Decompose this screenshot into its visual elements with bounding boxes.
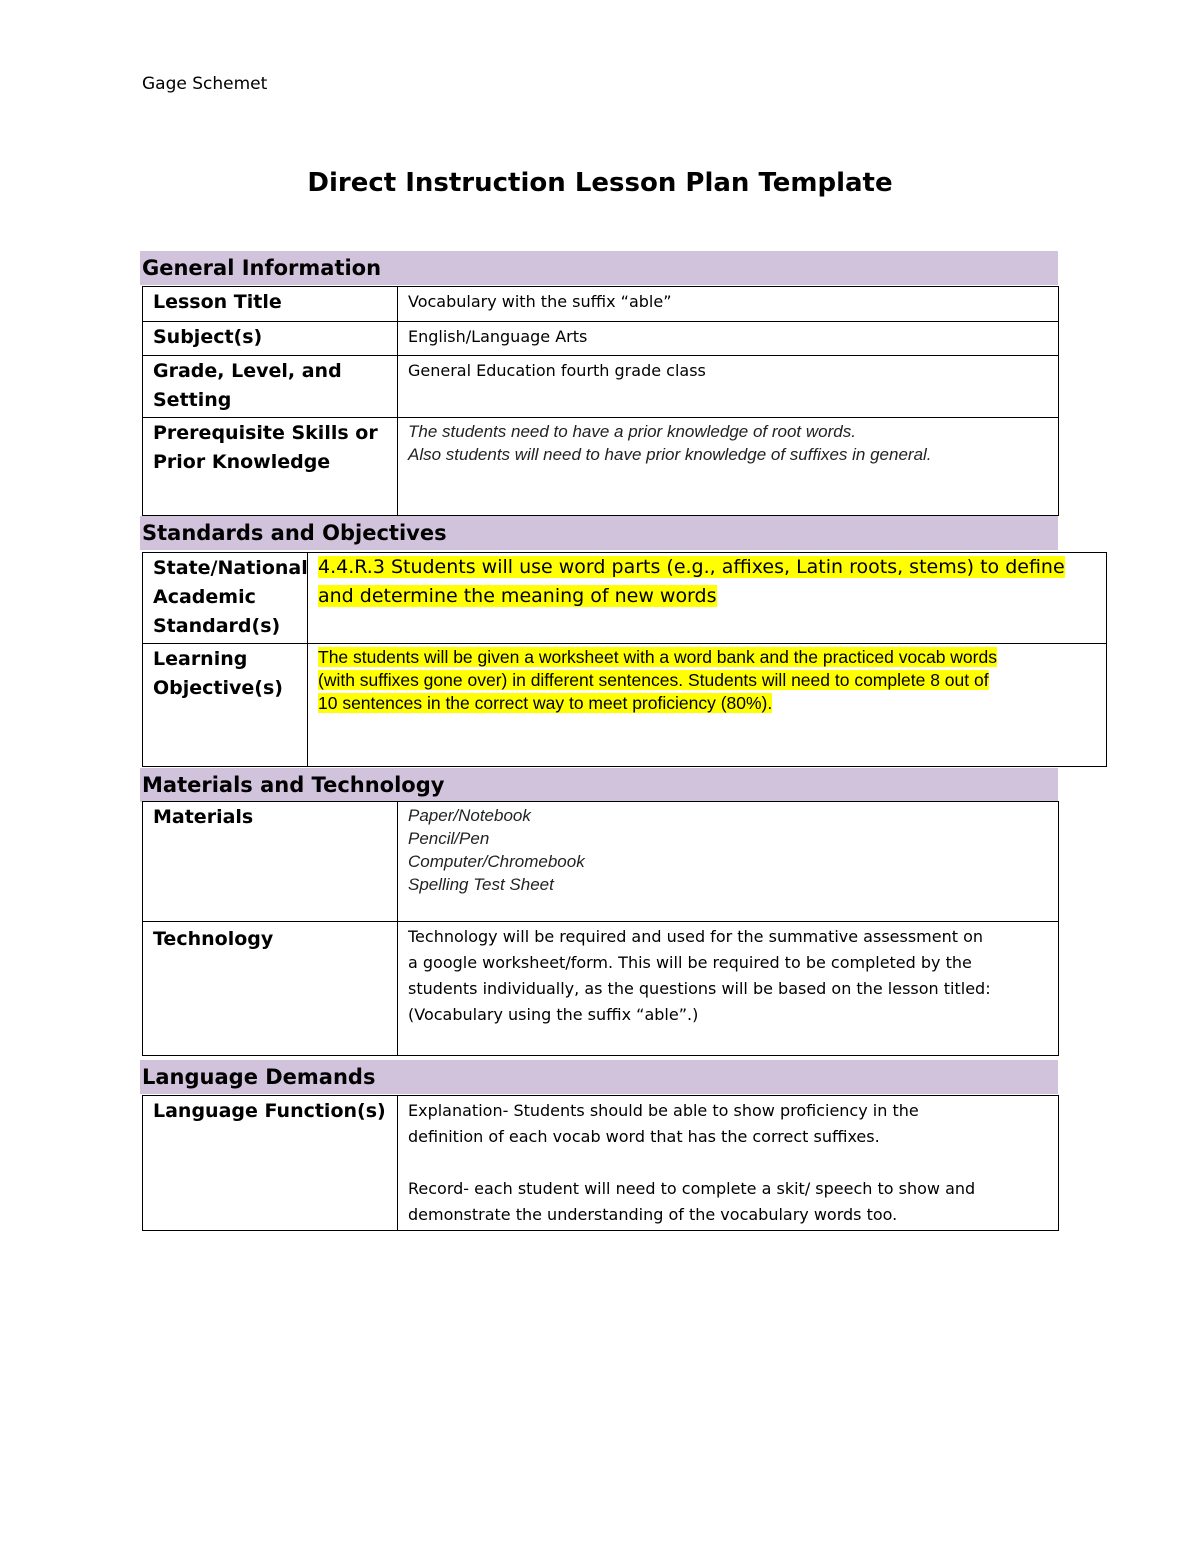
standard-label-line2: Academic	[153, 586, 256, 608]
objective-value-line1: The students will be given a worksheet with a word bank and the practiced vocab words	[318, 647, 997, 667]
section-materials-technology: Materials and Technology	[140, 768, 1058, 802]
materials-item: Computer/Chromebook	[408, 852, 585, 871]
subjects-value: English/Language Arts	[398, 322, 1059, 356]
technology-value-line1: Technology will be required and used for the summative assessment on	[408, 927, 984, 946]
technology-label: Technology	[143, 922, 398, 1056]
row-prerequisite	[143, 418, 1059, 516]
section-standards-objectives: Standards and Objectives	[140, 516, 1058, 550]
lesson-title-value: Vocabulary with the suffix “able”	[398, 287, 1059, 322]
language-para1-line1: Explanation- Students should be able to show proficiency in the	[408, 1101, 919, 1120]
materials-item: Pencil/Pen	[408, 829, 490, 848]
standard-label-line1: State/National	[153, 557, 308, 579]
objective-label	[143, 644, 308, 767]
row-materials	[143, 802, 1059, 922]
standard-value	[308, 553, 1107, 644]
grade-label-line1: Grade, Level, and	[153, 360, 342, 382]
language-functions-value	[398, 1096, 1059, 1231]
grade-level-setting-value: General Education fourth grade class	[398, 356, 1059, 418]
row-lesson-title	[143, 287, 1059, 322]
language-demands-table	[142, 1095, 1059, 1231]
row-language-functions	[143, 1096, 1059, 1231]
technology-value	[398, 922, 1059, 1056]
objective-label-line2: Objective(s)	[153, 677, 283, 699]
grade-level-setting-label	[143, 356, 398, 418]
technology-value-line4: (Vocabulary using the suffix “able”.)	[408, 1005, 699, 1024]
section-general-information: General Information	[140, 251, 1058, 285]
prerequisite-value-line1: The students need to have a prior knowledge of root words.	[408, 422, 856, 441]
grade-label-line2: Setting	[153, 389, 232, 411]
standard-label-line3: Standard(s)	[153, 615, 281, 637]
prerequisite-value-line2: Also students will need to have prior knowledge of suffixes in general.	[408, 445, 932, 464]
lesson-title-label: Lesson Title	[143, 287, 398, 322]
materials-item: Paper/Notebook	[408, 806, 531, 825]
section-language-demands: Language Demands	[140, 1060, 1058, 1094]
row-subjects	[143, 322, 1059, 356]
objective-value	[308, 644, 1107, 767]
prerequisite-label	[143, 418, 398, 516]
language-para1-line2: definition of each vocab word that has the correct suffixes.	[408, 1127, 880, 1146]
technology-value-line3: students individually, as the questions will be based on the lesson titled:	[408, 979, 991, 998]
materials-item: Spelling Test Sheet	[408, 875, 554, 894]
objective-value-line3: 10 sentences in the correct way to meet proficiency (80%).	[318, 693, 773, 713]
general-information-table	[142, 286, 1059, 516]
materials-technology-table	[142, 801, 1059, 1056]
row-standard	[143, 553, 1107, 644]
standard-label	[143, 553, 308, 644]
standards-objectives-table	[142, 552, 1107, 767]
language-functions-label: Language Function(s)	[143, 1096, 398, 1231]
objective-value-line2: (with suffixes gone over) in different sentences. Students will need to complete 8 out of	[318, 670, 989, 690]
materials-label: Materials	[143, 802, 398, 922]
prerequisite-value	[398, 418, 1059, 516]
prerequisite-label-line2: Prior Knowledge	[153, 451, 331, 473]
language-para2-line1: Record- each student will need to complete a skit/ speech to show and	[408, 1179, 976, 1198]
standard-value-line1: 4.4.R.3 Students will use word parts (e.g., affixes, Latin roots, stems) to define	[318, 556, 1065, 578]
row-technology	[143, 922, 1059, 1056]
prerequisite-label-line1: Prerequisite Skills or	[153, 422, 378, 444]
paragraph-gap	[408, 1150, 1048, 1176]
subjects-label: Subject(s)	[143, 322, 398, 356]
objective-label-line1: Learning	[153, 648, 248, 670]
row-grade-level-setting	[143, 356, 1059, 418]
author-name: Gage Schemet	[142, 74, 268, 94]
standard-value-line2: and determine the meaning of new words	[318, 585, 717, 607]
row-objective	[143, 644, 1107, 767]
materials-list	[398, 802, 1059, 922]
technology-value-line2: a google worksheet/form. This will be required to be completed by the	[408, 953, 972, 972]
language-para2-line2: demonstrate the understanding of the vocabulary words too.	[408, 1205, 898, 1224]
document-title: Direct Instruction Lesson Plan Template	[307, 168, 893, 198]
